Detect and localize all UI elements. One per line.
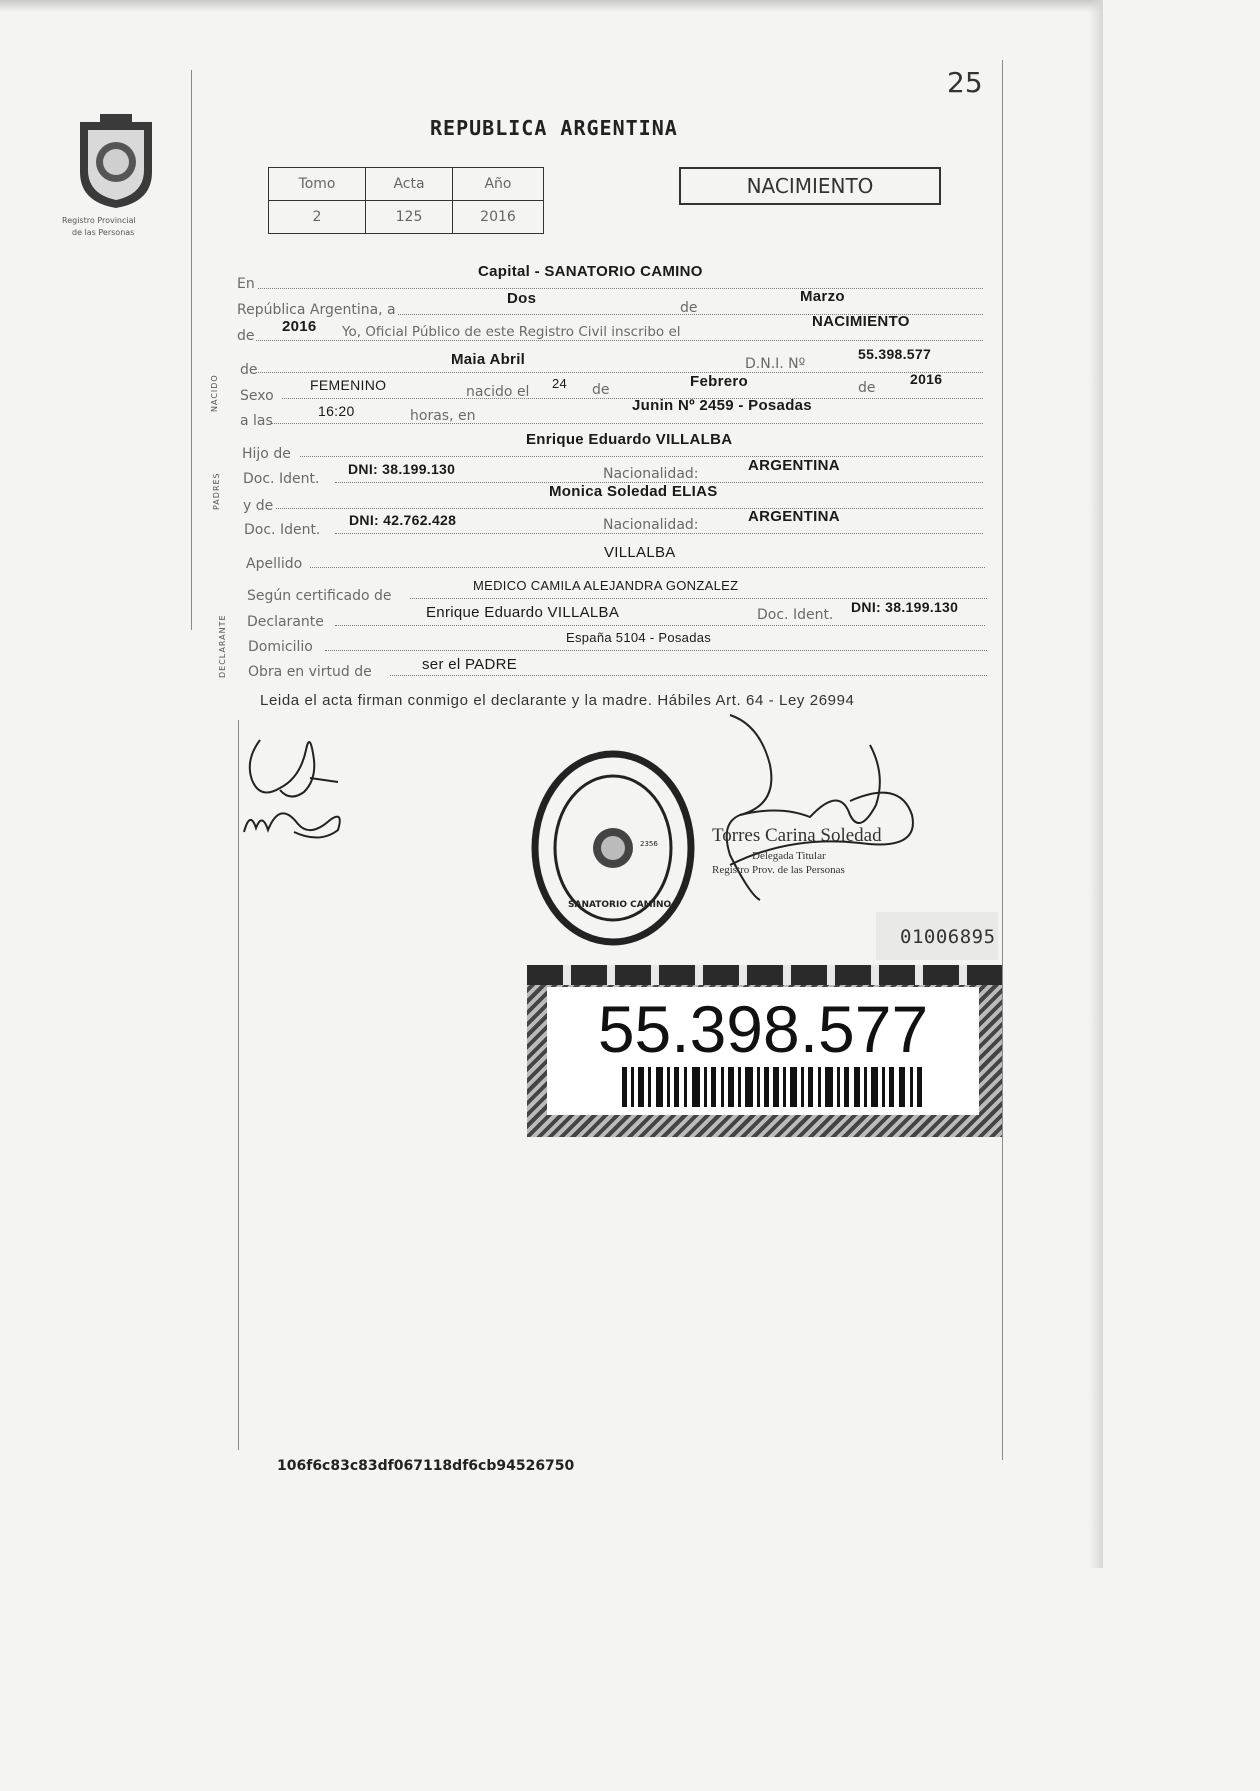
dots bbox=[256, 340, 983, 341]
barcode-pattern-strip bbox=[527, 965, 1002, 985]
registry-stamp bbox=[528, 748, 698, 948]
document-hash: 106f6c83c83df067118df6cb94526750 bbox=[277, 1458, 575, 1474]
label-nacido-el: nacido el bbox=[466, 384, 530, 400]
dots bbox=[335, 533, 983, 534]
act-type-box: NACIMIENTO bbox=[679, 167, 941, 205]
tomo-header: Tomo bbox=[269, 168, 366, 201]
declarant-name: Enrique Eduardo VILLALBA bbox=[426, 604, 620, 621]
page-number: 25 bbox=[947, 66, 983, 99]
label-de-anio: de bbox=[237, 328, 255, 344]
section-declarante-label: DECLARANTE bbox=[218, 614, 227, 678]
birth-day: 24 bbox=[552, 376, 568, 391]
act-year: 2016 bbox=[282, 318, 317, 335]
label-de-nacido: de bbox=[240, 362, 258, 378]
dots bbox=[335, 625, 985, 626]
label-nac-padre: Nacionalidad: bbox=[603, 466, 699, 482]
left-rule-lower bbox=[238, 720, 239, 1450]
act-day: Dos bbox=[507, 290, 537, 307]
dots bbox=[276, 508, 983, 509]
page-right-edge bbox=[1089, 0, 1103, 1568]
label-segun: Según certificado de bbox=[247, 588, 392, 604]
declarant-address: España 5104 - Posadas bbox=[566, 630, 712, 645]
officer-org: Registro Prov. de las Personas bbox=[712, 864, 845, 876]
anio-header: Año bbox=[453, 168, 544, 201]
serial-number: 01006895 bbox=[900, 926, 996, 948]
father-doc: DNI: 38.199.130 bbox=[348, 461, 456, 477]
label-oficial: Yo, Oficial Público de este Registro Civil inscribo el bbox=[342, 324, 681, 340]
officer-name: Torres Carina Soledad bbox=[712, 825, 882, 846]
act-month: Marzo bbox=[800, 288, 845, 305]
officer-role: Delegada Titular bbox=[752, 850, 826, 862]
label-domicilio: Domicilio bbox=[248, 639, 313, 655]
label-hijo-de: Hijo de bbox=[242, 446, 291, 462]
surname: VILLALBA bbox=[604, 544, 676, 561]
label-a-las: a las bbox=[240, 413, 273, 429]
stamp-inner-text: SANATORIO CAMINO bbox=[568, 900, 672, 910]
record-table bbox=[268, 167, 544, 234]
dots bbox=[258, 288, 983, 289]
stamp-small-text: 2356 bbox=[640, 840, 658, 848]
closing-text: Leida el acta firman conmigo el declarante y la madre. Hábiles Art. 64 - Ley 26994 bbox=[260, 692, 855, 709]
label-doc-padre: Doc. Ident. bbox=[243, 471, 320, 487]
label-dni: D.N.I. Nº bbox=[745, 356, 806, 372]
dots bbox=[256, 372, 983, 373]
label-doc-madre: Doc. Ident. bbox=[244, 522, 321, 538]
mother-name: Monica Soledad ELIAS bbox=[549, 483, 718, 500]
label-sexo: Sexo bbox=[240, 388, 274, 404]
logo-caption-2: de las Personas bbox=[72, 228, 135, 237]
birth-address: Junin Nº 2459 - Posadas bbox=[632, 397, 812, 414]
birth-month: Febrero bbox=[690, 373, 748, 390]
certificate-doctor: MEDICO CAMILA ALEJANDRA GONZALEZ bbox=[473, 578, 739, 593]
dots bbox=[310, 567, 985, 568]
acta-value: 125 bbox=[366, 201, 453, 234]
label-nac-madre: Nacionalidad: bbox=[603, 517, 699, 533]
left-rule bbox=[191, 70, 192, 630]
acta-header: Acta bbox=[366, 168, 453, 201]
label-horas-en: horas, en bbox=[410, 408, 476, 424]
label-doc-declarante: Doc. Ident. bbox=[757, 607, 834, 623]
declarant-doc: DNI: 38.199.130 bbox=[851, 599, 959, 615]
act-name: NACIMIENTO bbox=[812, 313, 910, 330]
declarant-capacity: ser el PADRE bbox=[422, 656, 518, 673]
label-de-mes: de bbox=[680, 300, 698, 316]
act-place: Capital - SANATORIO CAMINO bbox=[478, 263, 703, 280]
father-name: Enrique Eduardo VILLALBA bbox=[526, 431, 733, 448]
label-obra: Obra en virtud de bbox=[248, 664, 372, 680]
child-name: Maia Abril bbox=[451, 351, 526, 368]
dots bbox=[272, 423, 983, 424]
document-title: REPUBLICA ARGENTINA bbox=[430, 116, 678, 140]
dots bbox=[390, 675, 987, 676]
label-de-anio-nac: de bbox=[858, 380, 876, 396]
right-rule bbox=[1002, 60, 1003, 1460]
dots bbox=[300, 456, 983, 457]
tomo-value: 2 bbox=[269, 201, 366, 234]
section-nacido-label: NACIDO bbox=[210, 374, 219, 412]
label-en: En bbox=[237, 276, 255, 292]
declarant-signature bbox=[240, 720, 350, 850]
mother-nationality: ARGENTINA bbox=[748, 508, 840, 525]
barcode-label bbox=[527, 965, 1002, 1137]
label-de-mes-nac: de bbox=[592, 382, 610, 398]
dots bbox=[325, 650, 987, 651]
barcode-number: 55.398.577 bbox=[597, 992, 929, 1066]
mother-doc: DNI: 42.762.428 bbox=[349, 512, 457, 528]
father-nationality: ARGENTINA bbox=[748, 457, 840, 474]
anio-value: 2016 bbox=[453, 201, 544, 234]
registry-logo bbox=[70, 110, 162, 210]
label-declarante: Declarante bbox=[247, 614, 324, 630]
label-republica: República Argentina, a bbox=[237, 302, 396, 318]
label-apellido: Apellido bbox=[246, 556, 303, 572]
birth-year: 2016 bbox=[910, 371, 943, 387]
barcode-bars bbox=[622, 1067, 922, 1107]
child-dni: 55.398.577 bbox=[858, 346, 932, 362]
label-y-de: y de bbox=[243, 498, 274, 514]
barcode-inner bbox=[547, 987, 979, 1115]
logo-caption-1: Registro Provincial bbox=[62, 216, 136, 225]
child-sex: FEMENINO bbox=[310, 377, 387, 393]
section-padres-label: PADRES bbox=[212, 472, 221, 510]
birth-time: 16:20 bbox=[318, 403, 355, 419]
page-top-shadow bbox=[0, 0, 1103, 12]
